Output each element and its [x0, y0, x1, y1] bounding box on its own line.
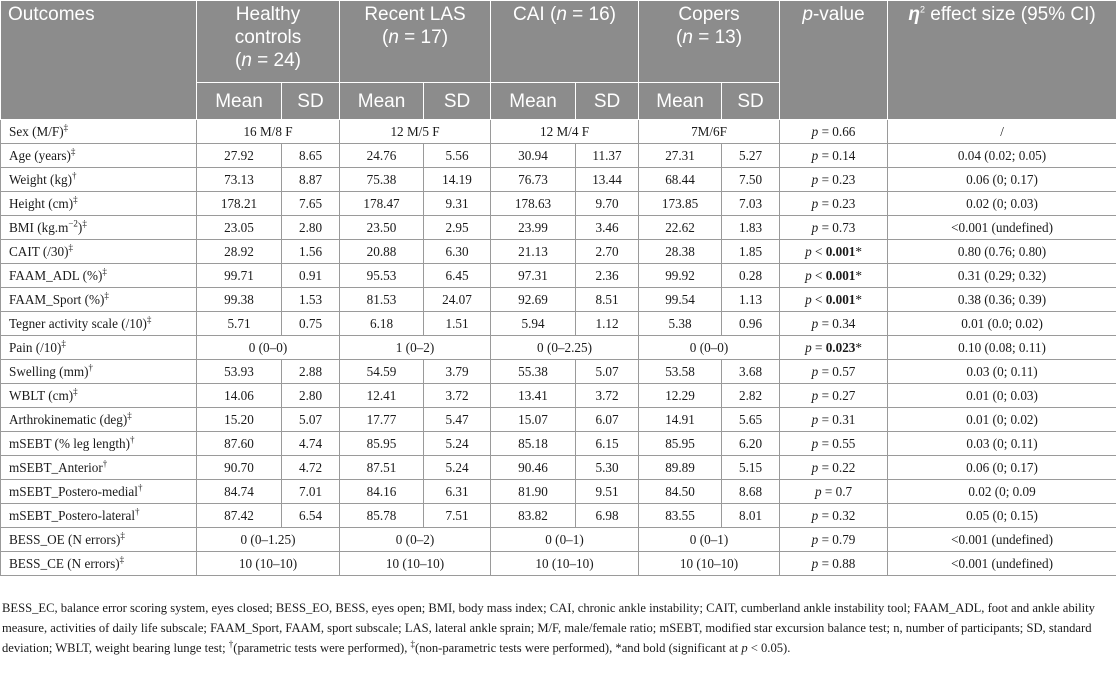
group-value-cell: 16 M/8 F [197, 120, 340, 144]
effect-size-cell: 0.04 (0.02; 0.05) [888, 144, 1116, 168]
effect-size-cell: 0.01 (0; 0.02) [888, 408, 1116, 432]
mean-cell: 54.59 [340, 360, 424, 384]
mean-cell: 92.69 [491, 288, 576, 312]
sd-cell: 0.75 [282, 312, 340, 336]
sd-cell: 1.85 [722, 240, 780, 264]
row-label: BESS_CE (N errors)‡ [1, 552, 197, 576]
mean-cell: 27.92 [197, 144, 282, 168]
sd-cell: 8.51 [576, 288, 639, 312]
row-label: Sex (M/F)‡ [1, 120, 197, 144]
sd-cell: 14.19 [424, 168, 491, 192]
mean-cell: 95.53 [340, 264, 424, 288]
sd-cell: 3.68 [722, 360, 780, 384]
mean-cell: 99.54 [639, 288, 722, 312]
effect-size-cell: / [888, 120, 1116, 144]
sd-cell: 5.24 [424, 432, 491, 456]
table-row [1, 288, 1116, 312]
sd-cell: 6.45 [424, 264, 491, 288]
sd-cell: 3.46 [576, 216, 639, 240]
mean-cell: 22.62 [639, 216, 722, 240]
effect-size-cell: 0.06 (0; 0.17) [888, 168, 1116, 192]
mean-cell: 20.88 [340, 240, 424, 264]
group-value-cell: 1 (0–2) [340, 336, 491, 360]
sd-cell: 3.72 [576, 384, 639, 408]
header-outcomes: Outcomes [1, 1, 197, 120]
sd-cell: 0.96 [722, 312, 780, 336]
mean-cell: 68.44 [639, 168, 722, 192]
p-value-cell: p = 0.23 [780, 192, 888, 216]
group-value-cell: 0 (0–2.25) [491, 336, 639, 360]
mean-cell: 83.82 [491, 504, 576, 528]
group-value-cell: 0 (0–0) [197, 336, 340, 360]
p-value-cell: p = 0.57 [780, 360, 888, 384]
sd-cell: 3.72 [424, 384, 491, 408]
sd-cell: 5.65 [722, 408, 780, 432]
table-row [1, 192, 1116, 216]
mean-cell: 84.74 [197, 480, 282, 504]
table-row [1, 504, 1116, 528]
sd-cell: 6.54 [282, 504, 340, 528]
sd-cell: 8.65 [282, 144, 340, 168]
p-value-cell: p = 0.88 [780, 552, 888, 576]
table-row [1, 384, 1116, 408]
sd-cell: 6.07 [576, 408, 639, 432]
mean-cell: 23.99 [491, 216, 576, 240]
sd-cell: 5.24 [424, 456, 491, 480]
sd-cell: 5.07 [576, 360, 639, 384]
mean-cell: 84.16 [340, 480, 424, 504]
mean-cell: 75.38 [340, 168, 424, 192]
sd-cell: 2.80 [282, 216, 340, 240]
row-label: mSEBT_Anterior† [1, 456, 197, 480]
mean-cell: 5.71 [197, 312, 282, 336]
row-label: Tegner activity scale (/10)‡ [1, 312, 197, 336]
mean-cell: 23.05 [197, 216, 282, 240]
sd-cell: 2.36 [576, 264, 639, 288]
row-label: WBLT (cm)‡ [1, 384, 197, 408]
table-row [1, 144, 1116, 168]
header-mean: Mean [197, 83, 282, 120]
p-value-cell: p = 0.79 [780, 528, 888, 552]
mean-cell: 89.89 [639, 456, 722, 480]
mean-cell: 53.58 [639, 360, 722, 384]
mean-cell: 173.85 [639, 192, 722, 216]
mean-cell: 55.38 [491, 360, 576, 384]
p-value-cell: p = 0.23 [780, 168, 888, 192]
mean-cell: 15.07 [491, 408, 576, 432]
table-row [1, 168, 1116, 192]
mean-cell: 87.60 [197, 432, 282, 456]
p-value-cell: p = 0.55 [780, 432, 888, 456]
effect-size-cell: 0.01 (0; 0.03) [888, 384, 1116, 408]
header-effect-size: $\eta^2$ effect size (95% CI) [888, 1, 1116, 120]
row-label: mSEBT_Postero-medial† [1, 480, 197, 504]
group-value-cell: 0 (0–2) [340, 528, 491, 552]
header-group-healthy-controls: Healthy controls (n = 24) [197, 1, 340, 83]
row-label: Arthrokinematic (deg)‡ [1, 408, 197, 432]
header-sd: SD [576, 83, 639, 120]
group-value-cell: 0 (0–1) [639, 528, 780, 552]
header-sd: SD [722, 83, 780, 120]
mean-cell: 178.63 [491, 192, 576, 216]
table-row [1, 240, 1116, 264]
mean-cell: 23.50 [340, 216, 424, 240]
mean-cell: 28.92 [197, 240, 282, 264]
mean-cell: 14.06 [197, 384, 282, 408]
sd-cell: 7.51 [424, 504, 491, 528]
row-label: Swelling (mm)† [1, 360, 197, 384]
header-mean: Mean [639, 83, 722, 120]
effect-size-cell: <0.001 (undefined) [888, 528, 1116, 552]
mean-cell: 14.91 [639, 408, 722, 432]
effect-size-cell: 0.03 (0; 0.11) [888, 432, 1116, 456]
table-row [1, 456, 1116, 480]
sd-cell: 9.70 [576, 192, 639, 216]
group-value-cell: 0 (0–1) [491, 528, 639, 552]
row-label: mSEBT_Postero-lateral† [1, 504, 197, 528]
p-value-cell: p = 0.73 [780, 216, 888, 240]
row-label: BMI $(kg.m^{-2})^\ddagger$ [1, 216, 197, 240]
effect-size-cell: 0.05 (0; 0.15) [888, 504, 1116, 528]
sd-cell: 5.47 [424, 408, 491, 432]
sd-cell: 6.15 [576, 432, 639, 456]
p-value-cell: p < 0.001* [780, 288, 888, 312]
table-row [1, 480, 1116, 504]
header-group-cai: CAI (n = 16) [491, 1, 639, 83]
mean-cell: 99.92 [639, 264, 722, 288]
row-label: FAAM_ADL (%)‡ [1, 264, 197, 288]
group-value-cell: 10 (10–10) [491, 552, 639, 576]
sd-cell: 8.87 [282, 168, 340, 192]
mean-cell: 178.21 [197, 192, 282, 216]
p-value-cell: p = 0.27 [780, 384, 888, 408]
p-value-cell: p = 0.14 [780, 144, 888, 168]
group-value-cell: 10 (10–10) [340, 552, 491, 576]
mean-cell: 76.73 [491, 168, 576, 192]
sd-cell: 6.20 [722, 432, 780, 456]
mean-cell: 99.71 [197, 264, 282, 288]
header-p-value: p-value [780, 1, 888, 120]
mean-cell: 85.95 [639, 432, 722, 456]
mean-cell: 13.41 [491, 384, 576, 408]
mean-cell: 97.31 [491, 264, 576, 288]
mean-cell: 81.53 [340, 288, 424, 312]
header-mean: Mean [340, 83, 424, 120]
effect-size-cell: <0.001 (undefined) [888, 216, 1116, 240]
table-row [1, 432, 1116, 456]
row-label: mSEBT (% leg length)† [1, 432, 197, 456]
group-value-cell: 12 M/5 F [340, 120, 491, 144]
sd-cell: 0.28 [722, 264, 780, 288]
mean-cell: 27.31 [639, 144, 722, 168]
effect-size-cell: 0.80 (0.76; 0.80) [888, 240, 1116, 264]
row-label: BESS_OE (N errors)‡ [1, 528, 197, 552]
p-value-cell: p < 0.001* [780, 264, 888, 288]
sd-cell: 3.79 [424, 360, 491, 384]
group-value-cell: 12 M/4 F [491, 120, 639, 144]
table-row [1, 552, 1116, 576]
mean-cell: 12.41 [340, 384, 424, 408]
sd-cell: 9.31 [424, 192, 491, 216]
mean-cell: 90.46 [491, 456, 576, 480]
header-group-copers: Copers (n = 13) [639, 1, 780, 83]
sd-cell: 1.13 [722, 288, 780, 312]
sd-cell: 6.98 [576, 504, 639, 528]
p-value-cell: p = 0.023* [780, 336, 888, 360]
table-row [1, 408, 1116, 432]
sd-cell: 0.91 [282, 264, 340, 288]
sd-cell: 1.12 [576, 312, 639, 336]
mean-cell: 15.20 [197, 408, 282, 432]
sd-cell: 4.72 [282, 456, 340, 480]
sd-cell: 4.74 [282, 432, 340, 456]
p-value-cell: p = 0.34 [780, 312, 888, 336]
sd-cell: 1.56 [282, 240, 340, 264]
sd-cell: 24.07 [424, 288, 491, 312]
sd-cell: 7.01 [282, 480, 340, 504]
p-value-cell: p = 0.32 [780, 504, 888, 528]
mean-cell: 5.38 [639, 312, 722, 336]
mean-cell: 30.94 [491, 144, 576, 168]
sd-cell: 5.07 [282, 408, 340, 432]
row-label: Height (cm)‡ [1, 192, 197, 216]
group-value-cell: 7M/6F [639, 120, 780, 144]
table-footnote: BESS_EC, balance error scoring system, eyes closed; BESS_EO, BESS, eyes open; BMI, body mass index; CAI, chronic ankle instability; CAIT, cumberland ankle instability tool; FAAM_ADL, foot and ankle ability measure, activities of daily life subscale; FAAM_Sport, FAAM, sport subscale; LAS, lateral ankle sprain; M/F, male/female ratio; mSEBT, modified star excursion balance test; n, number of participants; SD, standard deviation; WBLT, weight bearing lunge test; †(parametric tests were performed), ‡(non-parametric tests were performed), *and bold (significant at p < 0.05). [2, 601, 1095, 655]
row-label: Weight (kg)† [1, 168, 197, 192]
header-sd: SD [282, 83, 340, 120]
sd-cell: 9.51 [576, 480, 639, 504]
effect-size-cell: 0.02 (0; 0.09 [888, 480, 1116, 504]
sd-cell: 2.80 [282, 384, 340, 408]
effect-size-cell: 0.31 (0.29; 0.32) [888, 264, 1116, 288]
mean-cell: 84.50 [639, 480, 722, 504]
mean-cell: 85.18 [491, 432, 576, 456]
sd-cell: 1.83 [722, 216, 780, 240]
sd-cell: 5.15 [722, 456, 780, 480]
group-value-cell: 10 (10–10) [639, 552, 780, 576]
sd-cell: 2.70 [576, 240, 639, 264]
sd-cell: 5.30 [576, 456, 639, 480]
group-value-cell: 10 (10–10) [197, 552, 340, 576]
header-group-recent-las: Recent LAS (n = 17) [340, 1, 491, 83]
mean-cell: 83.55 [639, 504, 722, 528]
sd-cell: 2.95 [424, 216, 491, 240]
sd-cell: 6.30 [424, 240, 491, 264]
table-row [1, 336, 1116, 360]
mean-cell: 53.93 [197, 360, 282, 384]
p-value-cell: p < 0.001* [780, 240, 888, 264]
sd-cell: 5.27 [722, 144, 780, 168]
mean-cell: 6.18 [340, 312, 424, 336]
mean-cell: 5.94 [491, 312, 576, 336]
group-value-cell: 0 (0–0) [639, 336, 780, 360]
effect-size-cell: 0.38 (0.36; 0.39) [888, 288, 1116, 312]
effect-size-cell: 0.10 (0.08; 0.11) [888, 336, 1116, 360]
mean-cell: 17.77 [340, 408, 424, 432]
group-value-cell: 0 (0–1.25) [197, 528, 340, 552]
sd-cell: 1.51 [424, 312, 491, 336]
mean-cell: 90.70 [197, 456, 282, 480]
mean-cell: 81.90 [491, 480, 576, 504]
p-value-cell: p = 0.7 [780, 480, 888, 504]
sd-cell: 6.31 [424, 480, 491, 504]
mean-cell: 24.76 [340, 144, 424, 168]
mean-cell: 87.42 [197, 504, 282, 528]
sd-cell: 8.01 [722, 504, 780, 528]
row-label: FAAM_Sport (%)‡ [1, 288, 197, 312]
table-row [1, 528, 1116, 552]
sd-cell: 8.68 [722, 480, 780, 504]
mean-cell: 99.38 [197, 288, 282, 312]
sd-cell: 2.88 [282, 360, 340, 384]
sd-cell: 5.56 [424, 144, 491, 168]
table-body [1, 120, 1116, 576]
sd-cell: 2.82 [722, 384, 780, 408]
table-row [1, 360, 1116, 384]
table-row [1, 264, 1116, 288]
sd-cell: 7.65 [282, 192, 340, 216]
effect-size-cell: 0.01 (0.0; 0.02) [888, 312, 1116, 336]
mean-cell: 85.95 [340, 432, 424, 456]
p-value-cell: p = 0.31 [780, 408, 888, 432]
header-sd: SD [424, 83, 491, 120]
sd-cell: 1.53 [282, 288, 340, 312]
mean-cell: 21.13 [491, 240, 576, 264]
sd-cell: 11.37 [576, 144, 639, 168]
header-mean: Mean [491, 83, 576, 120]
mean-cell: 73.13 [197, 168, 282, 192]
p-value-cell: p = 0.66 [780, 120, 888, 144]
effect-size-cell: 0.03 (0; 0.11) [888, 360, 1116, 384]
effect-size-cell: <0.001 (undefined) [888, 552, 1116, 576]
row-label: CAIT (/30)‡ [1, 240, 197, 264]
effect-size-cell: 0.02 (0; 0.03) [888, 192, 1116, 216]
effect-size-cell: 0.06 (0; 0.17) [888, 456, 1116, 480]
mean-cell: 178.47 [340, 192, 424, 216]
table-row [1, 312, 1116, 336]
row-label: Pain (/10)‡ [1, 336, 197, 360]
sd-cell: 13.44 [576, 168, 639, 192]
row-label: Age (years)‡ [1, 144, 197, 168]
sd-cell: 7.50 [722, 168, 780, 192]
mean-cell: 85.78 [340, 504, 424, 528]
mean-cell: 87.51 [340, 456, 424, 480]
table-row [1, 120, 1116, 144]
table-row [1, 216, 1116, 240]
mean-cell: 28.38 [639, 240, 722, 264]
mean-cell: 12.29 [639, 384, 722, 408]
p-value-cell: p = 0.22 [780, 456, 888, 480]
sd-cell: 7.03 [722, 192, 780, 216]
